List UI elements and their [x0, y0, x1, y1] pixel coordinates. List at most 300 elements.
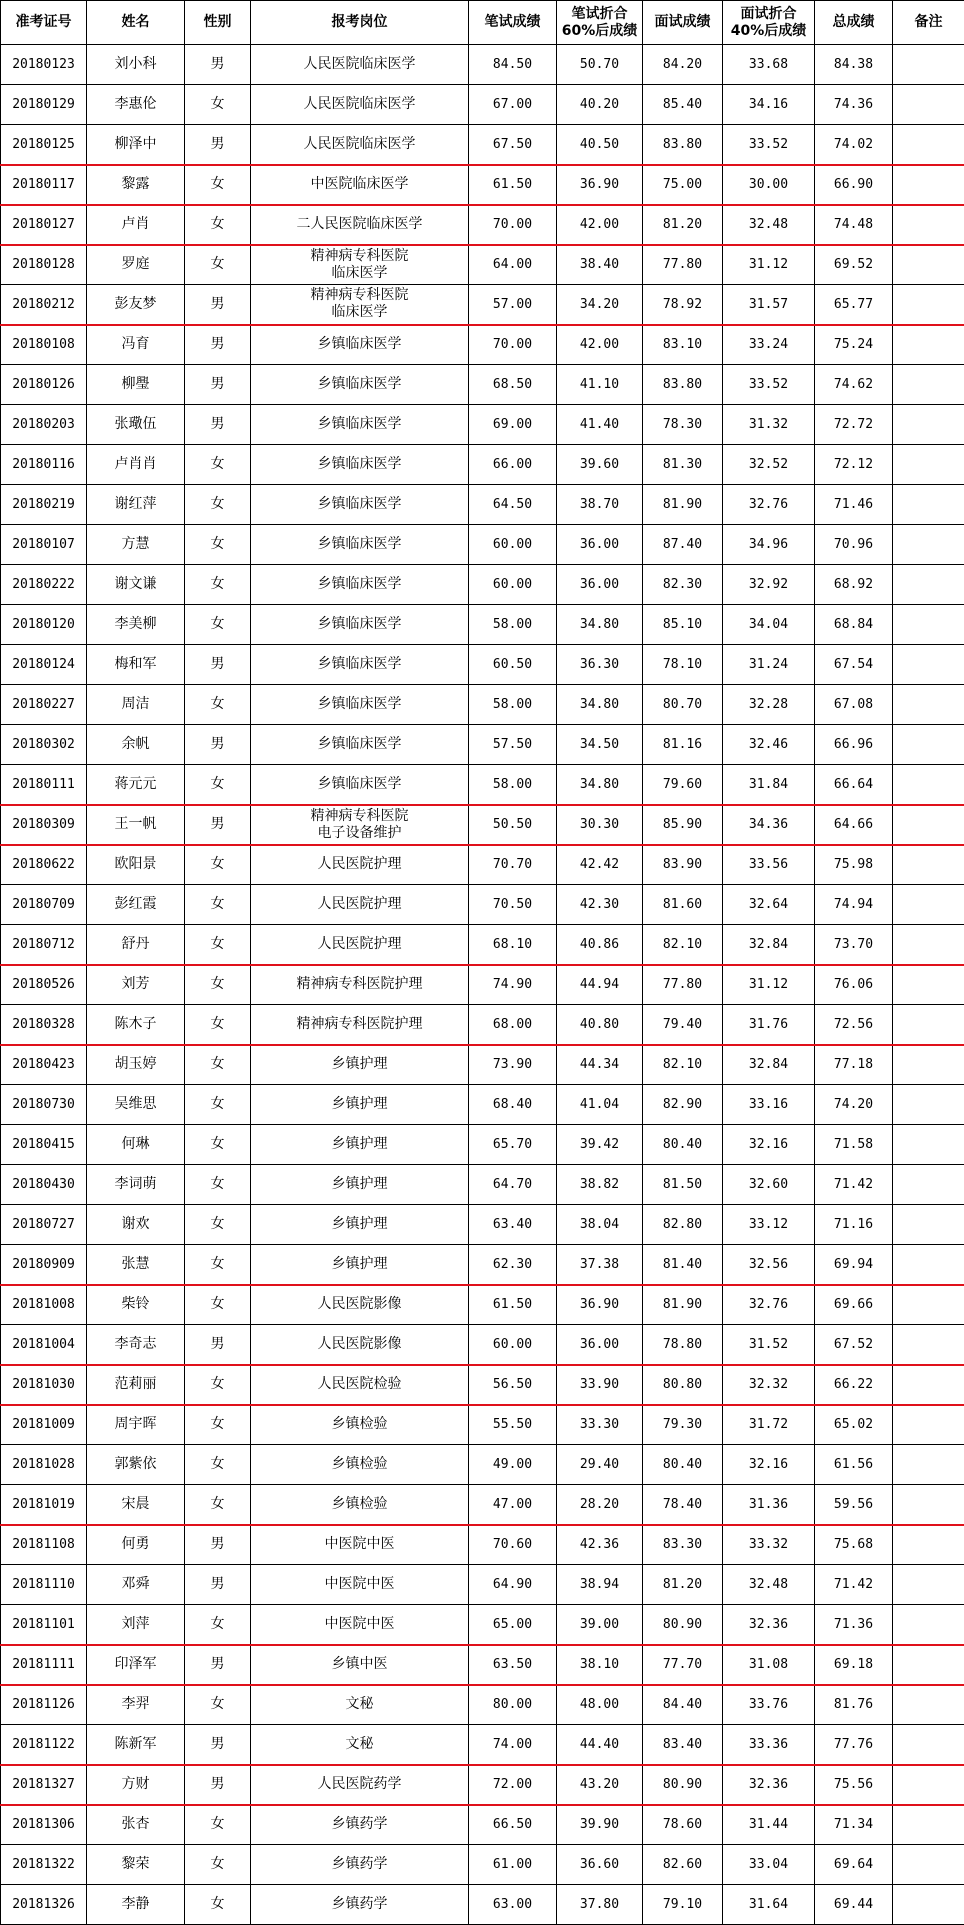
cell-remarks	[893, 1005, 964, 1045]
cell-position: 乡镇临床医学	[251, 405, 469, 445]
cell-interview-score: 83.40	[643, 1725, 723, 1765]
cell-position: 乡镇临床医学	[251, 565, 469, 605]
table-row	[1, 965, 964, 1005]
header-total-score: 总成绩	[815, 1, 893, 45]
cell-total-score: 74.20	[815, 1085, 893, 1125]
cell-written-score: 49.00	[469, 1445, 557, 1485]
cell-total-score: 69.64	[815, 1845, 893, 1885]
cell-position: 人民医院临床医学	[251, 45, 469, 85]
table-row	[1, 1485, 964, 1525]
cell-total-score: 71.16	[815, 1205, 893, 1245]
cell-interview-score: 77.80	[643, 245, 723, 285]
cell-gender: 男	[185, 405, 251, 445]
cell-gender: 女	[185, 1445, 251, 1485]
cell-name: 李羿	[87, 1685, 185, 1725]
cell-line: 临床医学	[251, 304, 468, 321]
table-row	[1, 725, 964, 765]
cell-remarks	[893, 845, 964, 885]
cell-written-score: 60.00	[469, 565, 557, 605]
cell-interview-score: 81.20	[643, 1565, 723, 1605]
cell-interview-40: 31.44	[723, 1805, 815, 1845]
cell-exam-id: 20180423	[1, 1045, 87, 1085]
cell-position: 乡镇药学	[251, 1805, 469, 1845]
cell-exam-id: 20180415	[1, 1125, 87, 1165]
table-row	[1, 485, 964, 525]
cell-written-60: 38.10	[557, 1645, 643, 1685]
table-row	[1, 1365, 964, 1405]
cell-written-score: 60.00	[469, 525, 557, 565]
cell-name: 卢肖肖	[87, 445, 185, 485]
cell-total-score: 77.18	[815, 1045, 893, 1085]
cell-exam-id: 20180127	[1, 205, 87, 245]
cell-interview-score: 83.80	[643, 365, 723, 405]
cell-written-60: 43.20	[557, 1765, 643, 1805]
cell-gender: 女	[185, 1285, 251, 1325]
cell-total-score: 66.96	[815, 725, 893, 765]
cell-written-score: 70.60	[469, 1525, 557, 1565]
cell-remarks	[893, 645, 964, 685]
cell-written-score: 73.90	[469, 1045, 557, 1085]
table-row	[1, 1845, 964, 1885]
header-exam-id: 准考证号	[1, 1, 87, 45]
cell-exam-id: 20180309	[1, 805, 87, 845]
cell-remarks	[893, 1165, 964, 1205]
cell-gender: 女	[185, 1805, 251, 1845]
cell-written-60: 39.60	[557, 445, 643, 485]
cell-written-60: 41.04	[557, 1085, 643, 1125]
table-row	[1, 525, 964, 565]
table-row	[1, 645, 964, 685]
cell-exam-id: 20180222	[1, 565, 87, 605]
cell-interview-score: 83.10	[643, 325, 723, 365]
cell-remarks	[893, 1205, 964, 1245]
table-row	[1, 1885, 964, 1925]
table-row	[1, 205, 964, 245]
cell-remarks	[893, 1525, 964, 1565]
cell-written-60: 36.90	[557, 1285, 643, 1325]
cell-position: 人民医院护理	[251, 925, 469, 965]
cell-name: 柳泽中	[87, 125, 185, 165]
cell-position: 人民医院影像	[251, 1325, 469, 1365]
table-row	[1, 1645, 964, 1685]
cell-interview-score: 85.90	[643, 805, 723, 845]
cell-written-score: 61.00	[469, 1845, 557, 1885]
cell-interview-40: 32.84	[723, 1045, 815, 1085]
table-row	[1, 45, 964, 85]
cell-name: 张慧	[87, 1245, 185, 1285]
cell-position: 人民医院护理	[251, 845, 469, 885]
cell-written-60: 42.30	[557, 885, 643, 925]
cell-exam-id: 20180120	[1, 605, 87, 645]
cell-position	[251, 285, 469, 325]
cell-gender: 男	[185, 125, 251, 165]
table-row	[1, 685, 964, 725]
cell-line: 精神病专科医院	[251, 287, 468, 304]
cell-interview-40: 32.32	[723, 1365, 815, 1405]
cell-interview-score: 82.80	[643, 1205, 723, 1245]
cell-exam-id: 20180727	[1, 1205, 87, 1245]
cell-remarks	[893, 1805, 964, 1845]
cell-written-60: 29.40	[557, 1445, 643, 1485]
cell-gender: 女	[185, 965, 251, 1005]
cell-exam-id: 20181019	[1, 1485, 87, 1525]
cell-position: 人民医院检验	[251, 1365, 469, 1405]
cell-position	[251, 245, 469, 285]
cell-interview-score: 79.60	[643, 765, 723, 805]
cell-written-60: 41.10	[557, 365, 643, 405]
cell-interview-40: 34.36	[723, 805, 815, 845]
cell-total-score: 59.56	[815, 1485, 893, 1525]
cell-written-60: 50.70	[557, 45, 643, 85]
cell-position: 乡镇临床医学	[251, 365, 469, 405]
cell-interview-40: 33.52	[723, 365, 815, 405]
cell-interview-score: 78.92	[643, 285, 723, 325]
cell-exam-id: 20180730	[1, 1085, 87, 1125]
cell-gender: 男	[185, 725, 251, 765]
cell-interview-40: 33.16	[723, 1085, 815, 1125]
cell-written-score: 66.50	[469, 1805, 557, 1845]
cell-exam-id: 20180123	[1, 45, 87, 85]
cell-position: 乡镇临床医学	[251, 605, 469, 645]
cell-exam-id: 20181110	[1, 1565, 87, 1605]
cell-exam-id: 20180212	[1, 285, 87, 325]
cell-gender: 女	[185, 1845, 251, 1885]
cell-interview-score: 80.80	[643, 1365, 723, 1405]
cell-position: 人民医院临床医学	[251, 125, 469, 165]
cell-remarks	[893, 285, 964, 325]
cell-name: 王一帆	[87, 805, 185, 845]
cell-exam-id: 20181008	[1, 1285, 87, 1325]
cell-total-score: 65.02	[815, 1405, 893, 1445]
cell-gender: 女	[185, 1885, 251, 1925]
cell-interview-40: 32.16	[723, 1445, 815, 1485]
cell-interview-score: 81.50	[643, 1165, 723, 1205]
cell-interview-score: 78.40	[643, 1485, 723, 1525]
cell-gender: 女	[185, 565, 251, 605]
cell-exam-id: 20181101	[1, 1605, 87, 1645]
header-row	[1, 1, 964, 45]
cell-interview-40: 31.12	[723, 965, 815, 1005]
cell-total-score: 71.42	[815, 1165, 893, 1205]
cell-name: 李奇志	[87, 1325, 185, 1365]
cell-exam-id: 20181009	[1, 1405, 87, 1445]
cell-position: 乡镇药学	[251, 1845, 469, 1885]
cell-interview-score: 79.10	[643, 1885, 723, 1925]
header-written-score: 笔试成绩	[469, 1, 557, 45]
cell-position: 乡镇护理	[251, 1045, 469, 1085]
cell-name: 卢肖	[87, 205, 185, 245]
cell-exam-id: 20181306	[1, 1805, 87, 1845]
header-gender: 性别	[185, 1, 251, 45]
cell-name: 张杏	[87, 1805, 185, 1845]
cell-interview-score: 81.40	[643, 1245, 723, 1285]
cell-gender: 男	[185, 805, 251, 845]
cell-position: 人民医院药学	[251, 1765, 469, 1805]
cell-written-score: 60.00	[469, 1325, 557, 1365]
cell-total-score: 71.34	[815, 1805, 893, 1845]
cell-exam-id: 20181028	[1, 1445, 87, 1485]
cell-written-60: 40.50	[557, 125, 643, 165]
cell-written-60: 38.82	[557, 1165, 643, 1205]
cell-name: 刘芳	[87, 965, 185, 1005]
cell-remarks	[893, 525, 964, 565]
cell-interview-40: 34.16	[723, 85, 815, 125]
cell-written-60: 36.60	[557, 1845, 643, 1885]
cell-name: 胡玉婷	[87, 1045, 185, 1085]
cell-gender: 女	[185, 925, 251, 965]
table-row	[1, 565, 964, 605]
cell-name: 方财	[87, 1765, 185, 1805]
cell-interview-40: 32.84	[723, 925, 815, 965]
cell-written-60: 33.30	[557, 1405, 643, 1445]
cell-written-score: 70.70	[469, 845, 557, 885]
cell-interview-score: 79.30	[643, 1405, 723, 1445]
cell-interview-40: 34.96	[723, 525, 815, 565]
cell-position: 乡镇护理	[251, 1085, 469, 1125]
cell-total-score: 74.36	[815, 85, 893, 125]
table-row	[1, 85, 964, 125]
cell-remarks	[893, 1645, 964, 1685]
cell-remarks	[893, 1685, 964, 1725]
cell-remarks	[893, 805, 964, 845]
cell-written-score: 68.10	[469, 925, 557, 965]
cell-exam-id: 20180712	[1, 925, 87, 965]
cell-exam-id: 20181126	[1, 1685, 87, 1725]
cell-written-60: 42.36	[557, 1525, 643, 1565]
cell-gender: 女	[185, 1485, 251, 1525]
cell-written-score: 64.70	[469, 1165, 557, 1205]
cell-interview-40: 31.72	[723, 1405, 815, 1445]
cell-interview-score: 82.10	[643, 925, 723, 965]
cell-total-score: 68.92	[815, 565, 893, 605]
cell-name: 蒋元元	[87, 765, 185, 805]
cell-remarks	[893, 565, 964, 605]
cell-interview-40: 31.76	[723, 1005, 815, 1045]
cell-position: 乡镇护理	[251, 1205, 469, 1245]
cell-position: 乡镇临床医学	[251, 325, 469, 365]
table-row	[1, 1245, 964, 1285]
cell-interview-score: 80.40	[643, 1445, 723, 1485]
table-row	[1, 1525, 964, 1565]
cell-written-60: 33.90	[557, 1365, 643, 1405]
cell-remarks	[893, 1325, 964, 1365]
cell-exam-id: 20180126	[1, 365, 87, 405]
cell-total-score: 71.42	[815, 1565, 893, 1605]
cell-name: 彭友梦	[87, 285, 185, 325]
cell-gender: 女	[185, 1365, 251, 1405]
cell-position: 二人民医院临床医学	[251, 205, 469, 245]
cell-interview-score: 75.00	[643, 165, 723, 205]
cell-exam-id: 20180227	[1, 685, 87, 725]
cell-interview-40: 32.76	[723, 1285, 815, 1325]
cell-line: 临床医学	[251, 265, 468, 282]
cell-interview-score: 83.80	[643, 125, 723, 165]
cell-total-score: 67.08	[815, 685, 893, 725]
cell-remarks	[893, 1445, 964, 1485]
header-interview-40	[723, 1, 815, 45]
table-row	[1, 605, 964, 645]
cell-remarks	[893, 1125, 964, 1165]
cell-written-60: 38.04	[557, 1205, 643, 1245]
cell-total-score: 77.76	[815, 1725, 893, 1765]
cell-written-score: 57.00	[469, 285, 557, 325]
cell-total-score: 66.22	[815, 1365, 893, 1405]
table-row	[1, 765, 964, 805]
cell-interview-score: 81.90	[643, 485, 723, 525]
cell-exam-id: 20181326	[1, 1885, 87, 1925]
cell-exam-id: 20181122	[1, 1725, 87, 1765]
cell-written-60: 36.90	[557, 165, 643, 205]
cell-interview-40: 31.57	[723, 285, 815, 325]
cell-remarks	[893, 1725, 964, 1765]
cell-gender: 女	[185, 885, 251, 925]
cell-position: 乡镇临床医学	[251, 645, 469, 685]
cell-written-score: 66.00	[469, 445, 557, 485]
cell-total-score: 84.38	[815, 45, 893, 85]
cell-line: 面试折合	[723, 6, 814, 23]
cell-remarks	[893, 1885, 964, 1925]
cell-exam-id: 20180219	[1, 485, 87, 525]
cell-position: 人民医院护理	[251, 885, 469, 925]
cell-written-score: 72.00	[469, 1765, 557, 1805]
cell-written-60: 30.30	[557, 805, 643, 845]
cell-interview-score: 78.80	[643, 1325, 723, 1365]
cell-name: 刘小科	[87, 45, 185, 85]
cell-gender: 女	[185, 165, 251, 205]
cell-name: 周宇晖	[87, 1405, 185, 1445]
table-row	[1, 1325, 964, 1365]
cell-written-60: 28.20	[557, 1485, 643, 1525]
table-row	[1, 405, 964, 445]
table-row	[1, 1445, 964, 1485]
cell-written-score: 63.50	[469, 1645, 557, 1685]
cell-written-score: 58.00	[469, 605, 557, 645]
cell-interview-score: 80.90	[643, 1605, 723, 1645]
table-row	[1, 1685, 964, 1725]
cell-gender: 女	[185, 525, 251, 565]
cell-interview-40: 33.04	[723, 1845, 815, 1885]
cell-name: 印泽军	[87, 1645, 185, 1685]
cell-exam-id: 20180430	[1, 1165, 87, 1205]
cell-interview-40: 31.64	[723, 1885, 815, 1925]
cell-total-score: 69.52	[815, 245, 893, 285]
cell-remarks	[893, 1365, 964, 1405]
cell-line: 精神病专科医院	[251, 248, 468, 265]
cell-interview-score: 78.30	[643, 405, 723, 445]
cell-gender: 男	[185, 45, 251, 85]
cell-name: 宋晨	[87, 1485, 185, 1525]
cell-remarks	[893, 685, 964, 725]
cell-written-score: 70.00	[469, 205, 557, 245]
cell-interview-score: 79.40	[643, 1005, 723, 1045]
cell-name: 李美柳	[87, 605, 185, 645]
cell-written-60: 36.00	[557, 565, 643, 605]
cell-remarks	[893, 165, 964, 205]
cell-remarks	[893, 725, 964, 765]
table-row	[1, 245, 964, 285]
cell-position: 精神病专科医院护理	[251, 965, 469, 1005]
cell-interview-40: 31.84	[723, 765, 815, 805]
cell-interview-40: 32.76	[723, 485, 815, 525]
cell-remarks	[893, 245, 964, 285]
cell-remarks	[893, 205, 964, 245]
cell-written-score: 50.50	[469, 805, 557, 845]
cell-interview-40: 30.00	[723, 165, 815, 205]
cell-written-60: 34.50	[557, 725, 643, 765]
cell-written-60: 34.80	[557, 765, 643, 805]
cell-written-score: 74.00	[469, 1725, 557, 1765]
cell-total-score: 72.72	[815, 405, 893, 445]
cell-gender: 女	[185, 1085, 251, 1125]
cell-remarks	[893, 1605, 964, 1645]
cell-remarks	[893, 1765, 964, 1805]
cell-total-score: 74.02	[815, 125, 893, 165]
cell-total-score: 71.58	[815, 1125, 893, 1165]
cell-gender: 女	[185, 1685, 251, 1725]
cell-name: 欧阳景	[87, 845, 185, 885]
cell-interview-40: 32.92	[723, 565, 815, 605]
cell-gender: 男	[185, 1725, 251, 1765]
cell-position: 乡镇临床医学	[251, 725, 469, 765]
table-row	[1, 1125, 964, 1165]
cell-interview-score: 80.70	[643, 685, 723, 725]
cell-name: 黎露	[87, 165, 185, 205]
cell-interview-score: 77.80	[643, 965, 723, 1005]
cell-exam-id: 20181108	[1, 1525, 87, 1565]
cell-gender: 女	[185, 1125, 251, 1165]
cell-total-score: 81.76	[815, 1685, 893, 1725]
table-row	[1, 925, 964, 965]
cell-remarks	[893, 1405, 964, 1445]
table-row	[1, 325, 964, 365]
cell-gender: 男	[185, 365, 251, 405]
cell-gender: 男	[185, 1325, 251, 1365]
cell-written-score: 68.50	[469, 365, 557, 405]
cell-interview-40: 32.48	[723, 1565, 815, 1605]
cell-gender: 女	[185, 1245, 251, 1285]
cell-gender: 女	[185, 1605, 251, 1645]
cell-gender: 男	[185, 1525, 251, 1565]
cell-line: 40%后成绩	[723, 23, 814, 40]
cell-interview-40: 32.60	[723, 1165, 815, 1205]
cell-written-60: 34.20	[557, 285, 643, 325]
cell-interview-score: 81.16	[643, 725, 723, 765]
cell-interview-score: 82.60	[643, 1845, 723, 1885]
cell-exam-id: 20180622	[1, 845, 87, 885]
cell-interview-score: 84.20	[643, 45, 723, 85]
cell-exam-id: 20180129	[1, 85, 87, 125]
cell-total-score: 66.64	[815, 765, 893, 805]
cell-written-60: 42.00	[557, 205, 643, 245]
table-row	[1, 1725, 964, 1765]
cell-interview-score: 85.10	[643, 605, 723, 645]
table-row	[1, 805, 964, 845]
cell-interview-40: 31.36	[723, 1485, 815, 1525]
cell-interview-score: 84.40	[643, 1685, 723, 1725]
table-row	[1, 1285, 964, 1325]
cell-remarks	[893, 405, 964, 445]
table-row	[1, 1605, 964, 1645]
cell-name: 余帆	[87, 725, 185, 765]
cell-exam-id: 20180526	[1, 965, 87, 1005]
cell-position: 乡镇检验	[251, 1445, 469, 1485]
cell-written-60: 38.40	[557, 245, 643, 285]
cell-interview-40: 33.24	[723, 325, 815, 365]
cell-written-score: 64.50	[469, 485, 557, 525]
cell-written-score: 64.00	[469, 245, 557, 285]
cell-interview-40: 33.68	[723, 45, 815, 85]
cell-name: 罗庭	[87, 245, 185, 285]
